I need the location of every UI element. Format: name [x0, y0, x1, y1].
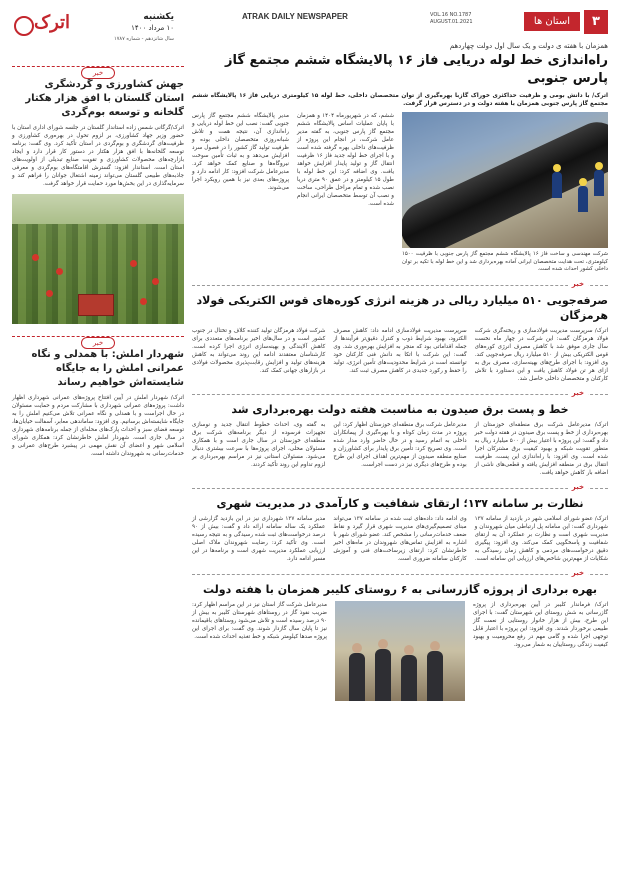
date-line: ۱۰ مرداد ۱۴۰۰	[131, 24, 174, 32]
article-body	[192, 327, 608, 383]
news-tag-row	[12, 330, 184, 347]
side-article-body: اترک/ شهردار املش در آیین افتتاح پروژه‌های عمرانی شهرداری اظهار داشت: پروژه‌های عمرانی شهرداری با مشارکت مردم و حمایت مسئولان در حال اجراست و با همدلی و نگاه عمرانی تلاش می‌کنیم املش را به جایگاه شایسته‌اش برسانیم. وی افزود: ساماندهی معابر، آسفالت خیابان‌ها، توسعه فضای سبز و احداث پارک‌های محله‌ای از جمله برنامه‌های شهرداری در سال جاری است. شهردار املش خاطرنشان کرد: همکاری شورای اسلامی شهر و اعضای آن نقش مهمی در پیشبرد طرح‌های عمرانی و خدمات‌رسانی به شهروندان داشته است.	[12, 395, 184, 457]
section-label: استان ها	[524, 12, 580, 31]
article-column: اترک/ فرماندار کلیبر در آیین بهره‌برداری از پروژه گازرسانی به شش روستای این شهرستان گفت: با اجرای این طرح، بیش از هزار خانوار روستایی از نعمت گاز طبیعی برخوردار شدند. وی افزود: این پروژه با اعتبار قابل توجهی اجرا شده و گامی مهم در رفع محرومیت و بهبود کیفیت زندگی روستاییان به شمار می‌رود.	[473, 601, 608, 648]
date-day: یکشنبه	[143, 12, 174, 22]
side-article-title: شهردار املش: با همدلی و نگاه عمرانی املش را به جایگاه شایسته‌اش خواهیم رساند	[31, 349, 184, 388]
ceremony-photo	[335, 601, 465, 701]
article-body	[192, 601, 608, 701]
article-column: به گفته وی، احداث خطوط انتقال جدید و نوسازی تجهیزات فرسوده از دیگر برنامه‌های شرکت برق منطقه‌ای خوزستان در سال جاری است و با همکاری مسئولان محلی، اجرای پروژه‌ها با سرعت بیشتری دنبال می‌شود. مسئولان استانی نیز در مراسم بهره‌برداری بر لزوم تداوم این روند تأکید کردند.	[192, 421, 326, 468]
article-title: بهره برداری از پروژه گازرسانی به ۶ روستای کلیبر همزمان با هفته دولت	[203, 582, 597, 596]
article-column: اترک/ عضو شورای اسلامی شهر در بازدید از سامانه ۱۳۷ شهرداری گفت: این سامانه پل ارتباطی میان شهروندان و مدیریت شهری است و نظارت بر عملکرد آن به ارتقای شفافیت و پاسخگویی کمک می‌کند. وی افزود: پیگیری دقیق درخواست‌های مردمی و کاهش زمان رسیدگی به شکایات از مهم‌ترین شاخص‌های ارزیابی این سامانه است.	[474, 515, 608, 562]
kicker: همزمان با هفته ی دولت و یک سال اول دولت چهاردهم	[449, 42, 608, 50]
side-article-title: جهش کشاورزی و گردشگری استان گلستان با افق هزار هکتار گلخانه و توسعه بوم‌گردی	[25, 79, 184, 118]
side-article-body: اترک/گرگانی شمس زاده استاندار گلستان در جلسه شورای اداری استان با حضور وزیر جهاد کشاورزی، بر لزوم تحول در بهره‌وری کشاورزی و ظرفیت‌های گردشگری و بوم‌گردی در استان تأکید کرد. وی گفت: برنامه توسعه گلخانه‌ها با افق هزار هکتار در دستور کار قرار دارد و ایجاد بازارچه‌های محصولات کشاورزی و تقویت صنایع تبدیلی از اولویت‌های استان است. استاندار افزود: گسترش اقامتگاه‌های بوم‌گردی و معرفی جاذبه‌های طبیعی گلستان می‌تواند زمینه اشتغال جوانان را فراهم کند و سرمایه‌گذاری در این بخش‌ها مورد حمایت قرار خواهد گرفت.	[12, 125, 184, 187]
article-title: خط و پست برق صیدون به مناسبت هفته دولت بهره‌برداری شد	[231, 402, 569, 416]
lead-headline: راه‌اندازی خط لوله دریایی فاز ۱۶ پالایشگاه ششم مجتمع گاز پارس جنوبی	[225, 53, 608, 86]
lead-body: ششم، که در شهریورماه ۱۴۰۴ و همزمان با پایان عملیات اساس پالایشگاه ششم مجتمع گاز پارس جنوبی، به گفته مدیر عامل شرکت، در انجام این پروژه از ظرفیت‌های داخلی بهره گرفته شده است و با اجرای خط لوله جدید فاز ۱۶ ظرفیت انتقال گاز و تولید پایدار افزایش خواهد یافت. وی اضافه کرد: این خط لوله با طول ۱۵ کیلومتر و در عمق ۹۰ متری دریا نصب شده و تمام مراحل طراحی، ساخت و نصب آن توسط متخصصان ایرانی انجام شده است.	[297, 113, 394, 207]
daily-name: ATRAK DAILY NEWSPAPER	[242, 12, 348, 21]
article-column: مدیرعامل شرکت گاز استان نیز در این مراسم اظهار کرد: ضریب نفوذ گاز در روستاهای شهرستان کلیبر به بیش از ۹۰ درصد رسیده است و تلاش می‌شود روستاهای باقیمانده نیز تا پایان سال گازدار شوند. وی گفت: برای اجرای این پروژه صدها کیلومتر شبکه و خط تغذیه احداث شده است.	[192, 601, 327, 640]
news-divider: خبر	[192, 483, 608, 493]
issue-meta: سال شانزدهم - شماره ۱۷۸۷	[114, 36, 174, 42]
volume-info: VOL.16 NO.1787 AUGUST.01.2021	[430, 12, 473, 25]
article-column: وی ادامه داد: داده‌های ثبت شده در سامانه ۱۳۷ می‌تواند مبنای تصمیم‌گیری‌های مدیریت شهری قرار گیرد و نقاط ضعف خدمات‌رسانی را مشخص کند. عضو شورای شهر با اشاره به افزایش تماس‌های شهروندان در ماه‌های اخیر خاطرنشان کرد: ارتقای زیرساخت‌های فنی و آموزش کارکنان سامانه ضروری است.	[333, 515, 467, 562]
news-tag: خبر	[81, 67, 115, 79]
atrak-logo: اترک	[12, 10, 60, 46]
date-block	[68, 12, 174, 45]
news-divider: خبر	[192, 569, 608, 579]
lead-summary: اترک/ با دانش بومی و ظرفیت حداکثری خوراک گازبا بهره‌گیری از توان متخصصان داخلی، خط لوله ۱۵ کیلومتری دریایی فاز ۱۶ پالایشگاه ششم مجتمع گاز پارس جنوبی همزمان با هفته دولت و در دسترس قرار گرفت.	[192, 93, 608, 107]
main-column	[192, 30, 608, 878]
photo-column	[402, 112, 608, 274]
news-tag: خبر	[81, 337, 115, 349]
news-tag-row	[12, 60, 184, 77]
left-sidebar	[12, 60, 184, 878]
article-title: صرفه‌جویی ۵۱۰ میلیارد ریالی در هزینه انرژی کوره‌های قوس الکتریکی فولاد هرمزگان	[196, 293, 608, 322]
masthead	[12, 10, 176, 46]
article-title: نظارت بر سامانه ۱۳۷؛ ارتقای شفافیت و کارآمدی در مدیریت شهری	[216, 496, 584, 510]
photo-caption: شرکت مهندسی و ساخت فاز ۱۶ پالایشگاه ششم مجتمع گاز پارس جنوبی با ظرفیت ۱۵۰۰ کیلومتری، تحت هدایت متخصصان ایرانی آماده بهره‌برداری شد و این خط لوله با تکیه بر توان داخلی کشور احداث شده است.	[402, 251, 608, 272]
greenhouse-photo	[12, 194, 184, 324]
article-column: سرپرست مدیریت فولادسازی ادامه داد: کاهش مصرف الکترود، بهبود شرایط ذوب و کنترل دقیق‌تر فرآیندها از جمله اقداماتی بود که منجر به افزایش بهره‌وری شد. وی گفت: این شرکت با اتکا به دانش فنی کارکنان خود توانسته است در شرایط محدودیت‌های تأمین انرژی، تولید را حفظ و رکورد جدیدی در کاهش مصرف ثبت کند.	[333, 327, 467, 374]
page-number: ۳	[584, 10, 608, 34]
article-column: اترک/ مدیرعامل شرکت برق منطقه‌ای خوزستان از بهره‌برداری از خط و پست برق صیدون در هفته دولت خبر داد و گفت: این پروژه با اعتبار بیش از ۵۰۰ میلیارد ریال به منظور تقویت شبکه و بهبود کیفیت برق مشترکان اجرا شده است. وی افزود: با راه‌اندازی این پست، ظرفیت انتقال برق در منطقه افزایش یافته و قطعی‌های ناشی از اضافه بار کاهش خواهد یافت.	[474, 421, 608, 476]
article-column: مدیر سامانه ۱۳۷ شهرداری نیز در این بازدید گزارشی از عملکرد یک ساله سامانه ارائه داد و گفت: بیش از ۹۰ درصد درخواست‌های ثبت شده رسیدگی و به نتیجه رسیده است. وی تأکید کرد: رضایت شهروندان ملاک اصلی ارزیابی عملکرد مدیریت شهری است و برنامه‌ها در این مسیر ادامه دارد.	[192, 515, 326, 562]
article-body	[192, 515, 608, 563]
lead-story	[192, 112, 608, 274]
lead-body: مدیر پالایشگاه ششم مجتمع گاز پارس جنوبی گفت: نصب این خط لوله دریایی و راه‌اندازی آن، نتیجه همت و تلاش شبانه‌روزی متخصصان داخلی بوده و ظرفیت تولید گاز کشور را در فصول سرد افزایش می‌دهد و به ثبات تأمین سوخت نیروگاه‌ها و صنایع کمک خواهد کرد. مدیرعامل شرکت افزود: کار ادامه دارد و پروژه‌های بعدی نیز با همین رویکرد اجرا می‌شوند.	[192, 113, 289, 191]
article-column: شرکت فولاد هرمزگان تولید کننده کلاف و تختال در جنوب کشور است و در سال‌های اخیر برنامه‌های متعددی برای کاهش آلایندگی و بهینه‌سازی انرژی اجرا کرده است. کارشناسان معتقدند ادامه این روند می‌تواند به کاهش هزینه‌های تولید و افزایش رقابت‌پذیری محصولات فولادی در بازارهای جهانی کمک کند.	[192, 327, 326, 374]
article-column: اترک/ سرپرست مدیریت فولادسازی و ریخته‌گری شرکت فولاد هرمزگان گفت: این شرکت در چهار ماه نخست سال جاری موفق شد با کاهش مصرف انرژی کوره‌های قوس الکتریکی بیش از ۵۱۰ میلیارد ریال صرفه‌جویی کند. وی افزود: با اجرای طرح‌های بهینه‌سازی، مصرف برق به ازای هر تن فولاد کاهش یافت و این دستاورد با تلاش کارکنان و متخصصان داخلی حاصل شد.	[474, 327, 608, 382]
pipeline-photo	[402, 112, 608, 248]
article-body	[192, 421, 608, 477]
news-divider: خبر	[192, 389, 608, 399]
article-column: مدیرعامل شرکت برق منطقه‌ای خوزستان اظهار کرد: این پروژه در مدت زمان کوتاه و با بهره‌گیری از پیمانکاران داخلی به اتمام رسید و در حال حاضر وارد مدار شده است. وی تصریح کرد: تأمین برق پایدار برای کشاورزان و صنایع منطقه صیدون از مهم‌ترین اهداف اجرای این طرح بوده و طرح‌های دیگری نیز در دست اجراست.	[333, 421, 467, 468]
news-divider: خبر	[192, 280, 608, 290]
